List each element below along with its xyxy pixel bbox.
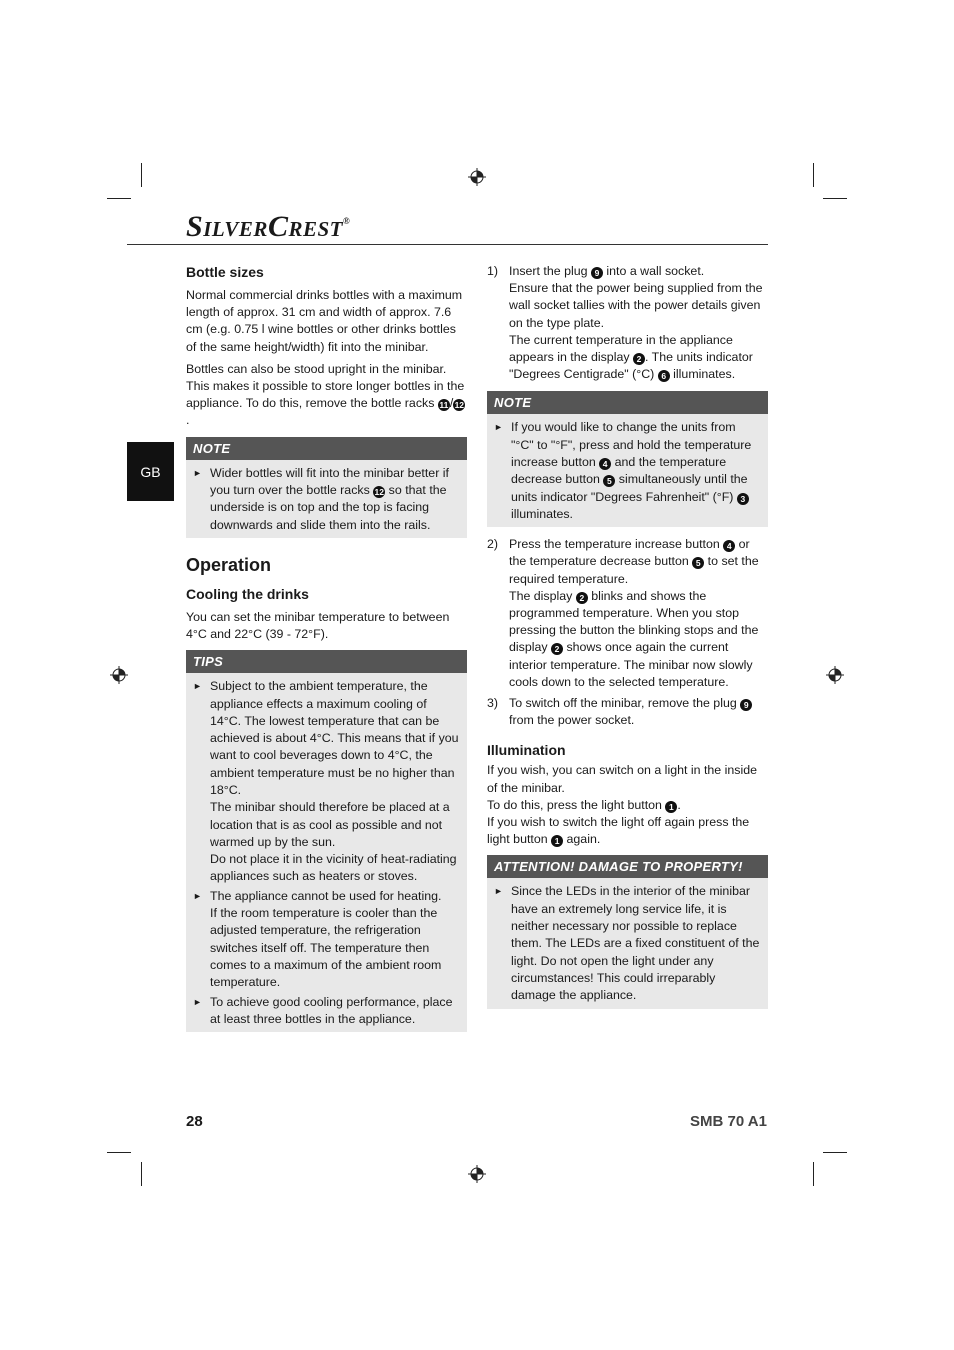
step-item: 1) Insert the plug 9 into a wall socket. Ensure that the power being supplied from the wall socket tallies with the power details given on the type plate. The current temperature in the appliance appears in the display 2 . The units indicator "Degrees Centigrade" (°C) 6 illuminates. (487, 264, 763, 382)
ref-number-icon: 3 (737, 493, 749, 505)
left-column (186, 262, 467, 1032)
section-heading: Illumination (487, 742, 566, 759)
ref-number-icon: 11 (439, 400, 449, 411)
list-item: ► Since the LEDs in the interior of the minibar have an extremely long service life, it is neither necessary nor possible to replace them. The LEDs are a fixed constituent of the light. Do not open the light under any circumstances! This could irreparably damage the appliance. (494, 884, 760, 1003)
ref-number-icon: 2 (633, 353, 645, 365)
section-heading: Cooling the drinks (186, 585, 309, 602)
bullet-arrow-icon: ► (494, 886, 503, 897)
bullet-arrow-icon: ► (494, 422, 503, 433)
note-box (487, 391, 768, 527)
paragraph: Bottles can also be stood upright in the minibar. This makes it possible to store longer bottles in the appliance. To do this, remove the bottle racks 11 /12. (186, 361, 465, 428)
list-item: ► Wider bottles will fit into the minibar better if you turn over the bottle racks 12 so that the underside is on top and the top is facing downwards and slide them into the rails. (193, 465, 449, 532)
crop-mark (823, 1152, 847, 1153)
ref-number-icon: 2 (551, 643, 563, 655)
attention-box (487, 855, 768, 1008)
step-item: 2) Press the temperature increase button 4 or the temperature decrease button 5 to set the required temperature. The display 2 blinks and shows the programmed temperature. When you stop pressing the button the blinking stops and the display 2 shows once again the current interior temperature. The minibar now slowly cools down to the selected temperature. (487, 537, 759, 689)
paragraph: If you wish, you can switch on a light in the inside of the minibar. (487, 763, 757, 795)
crop-mark (107, 1152, 131, 1153)
note-title: NOTE (487, 391, 768, 414)
bullet-arrow-icon: ► (193, 890, 202, 901)
ref-number-icon: 2 (576, 592, 588, 604)
registration-mark-icon (110, 666, 128, 684)
note-title: NOTE (186, 437, 467, 460)
ref-number-icon: 9 (740, 699, 752, 711)
ref-number-icon: 12 (374, 486, 384, 497)
ref-number-icon: 4 (599, 458, 611, 470)
list-item: ► Subject to the ambient temperature, the appliance effects a maximum cooling of 14°C. The lowest temperature that can be achieved is about 4°C. This means that if you want to cool beverages down to 4°C, the ambient temperature must be no higher than 18°C. The minibar should therefore be placed at a location that is as cool as possible and not warmed up by the sun. Do not place it in the vicinity of heat-radiating appliances such as heaters or stoves. (193, 679, 459, 884)
crop-mark (141, 1162, 142, 1186)
ref-number-icon: 9 (591, 267, 603, 279)
brand-logo: SILVERCREST® (186, 210, 351, 243)
language-tab: GB (127, 442, 174, 501)
note-box (186, 437, 467, 538)
registration-mark-icon (468, 168, 486, 186)
list-item: ► The appliance cannot be used for heating. If the room temperature is cooler than the adjusted temperature, the refrigeration switches itself off. The temperature then comes to a maximum of the ambient room temperature. (193, 888, 442, 990)
bullet-arrow-icon: ► (193, 996, 202, 1007)
ref-number-icon: 1 (551, 835, 563, 847)
bullet-arrow-icon: ► (193, 467, 202, 478)
list-item: ► To achieve good cooling performance, place at least three bottles in the appliance. (193, 994, 453, 1026)
model-number: SMB 70 A1 (690, 1113, 767, 1130)
crop-mark (813, 163, 814, 187)
paragraph: To do this, press the light button 1 . (487, 797, 681, 812)
paragraph: Normal commercial drinks bottles with a maximum length of approx. 31 cm and width of approx. 7.6 cm (e.g. 0.75 l wine bottles or other drinks bottles of the same height/width) fit into the minibar. (186, 288, 463, 354)
right-column (487, 263, 768, 1009)
ref-number-icon: 1 (665, 801, 677, 813)
registration-mark-icon (468, 1165, 486, 1183)
tips-box (186, 650, 467, 1032)
crop-mark (107, 198, 131, 199)
ref-number-icon: 5 (692, 557, 704, 569)
attention-title: ATTENTION! DAMAGE TO PROPERTY! (487, 855, 768, 878)
page-number: 28 (186, 1113, 203, 1130)
ref-number-icon: 4 (723, 540, 735, 552)
header-rule (127, 244, 768, 245)
ref-number-icon: 6 (658, 370, 670, 382)
ref-number-icon: 5 (603, 475, 615, 487)
ref-number-icon: 12 (454, 400, 465, 411)
page-section-title: Operation (186, 554, 272, 575)
section-heading: Bottle sizes (186, 264, 264, 280)
list-item: ► If you would like to change the units from "°C" to "°F", press and hold the temperature increase button 4 and the temperature decrease button 5 simultaneously until the units indicator "Degrees Fahrenheit" (°F) 3 illuminates. (494, 420, 752, 521)
registration-mark-icon (826, 666, 844, 684)
crop-mark (141, 163, 142, 187)
bullet-arrow-icon: ► (193, 681, 202, 692)
tips-title: TIPS (186, 650, 467, 673)
crop-mark (823, 198, 847, 199)
crop-mark (813, 1162, 814, 1186)
paragraph: If you wish to switch the light off again press the light button 1 again. (487, 815, 750, 847)
paragraph: You can set the minibar temperature to between 4°C and 22°C (39 - 72°F). (186, 609, 450, 642)
step-item: 3) To switch off the minibar, remove the plug 9 from the power socket. (487, 695, 768, 729)
